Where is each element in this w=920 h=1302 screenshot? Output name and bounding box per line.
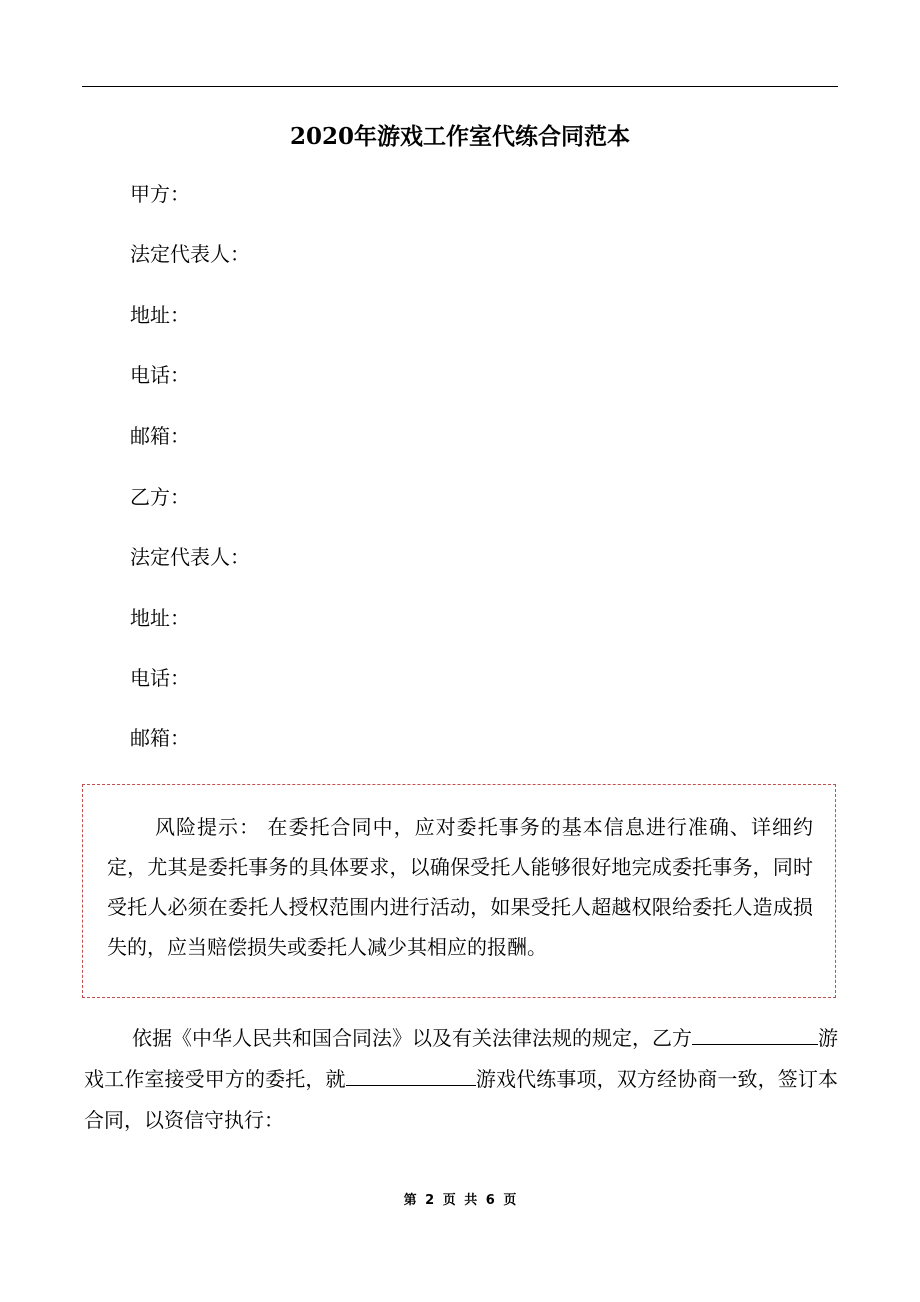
party-a-rep-label: 法定代表人： [130,242,250,266]
intro-text-3: 游戏代练事项，双方经协商一致，签订本合同，以资信守执行： [84,1067,839,1132]
intro-text-2: 游戏工作室接受甲方的委托，就 [84,1026,838,1091]
party-a-label: 甲方： [130,182,190,206]
risk-notice-box [82,784,836,998]
intro-text-1: 依据《中华人民共和国合同法》以及有关法律法规的规定，乙方 [132,1026,692,1050]
intro-paragraph [84,1018,838,1141]
party-a-address-label: 地址： [130,303,190,327]
party-b-label: 乙方： [130,485,190,509]
game-name-blank [346,1063,476,1086]
party-a-email-label: 邮箱： [130,424,190,448]
party-b-phone-label: 电话： [130,666,190,690]
party-b-name-blank [692,1022,818,1045]
header-rule [82,86,838,87]
party-b-address-label: 地址： [130,606,190,630]
party-b-email-label: 邮箱： [130,726,190,750]
risk-notice-text: 风险提示： 在委托合同中，应对委托事务的基本信息进行准确、详细约定，尤其是委托事务的具体要求，以确保受托人能够很好地完成委托事务，同时受托人必须在委托人授权范围内进行活动，如果受托人超越权限给委托人造成损失的，应当赔偿损失或委托人减少其相应的报酬。 [107,815,813,959]
party-b-rep-label: 法定代表人： [130,545,250,569]
page-footer: 第 2 页 共 6 页 [403,1193,517,1208]
party-a-phone-label: 电话： [130,363,190,387]
document-title: 2020年游戏工作室代练合同范本 [289,123,630,150]
